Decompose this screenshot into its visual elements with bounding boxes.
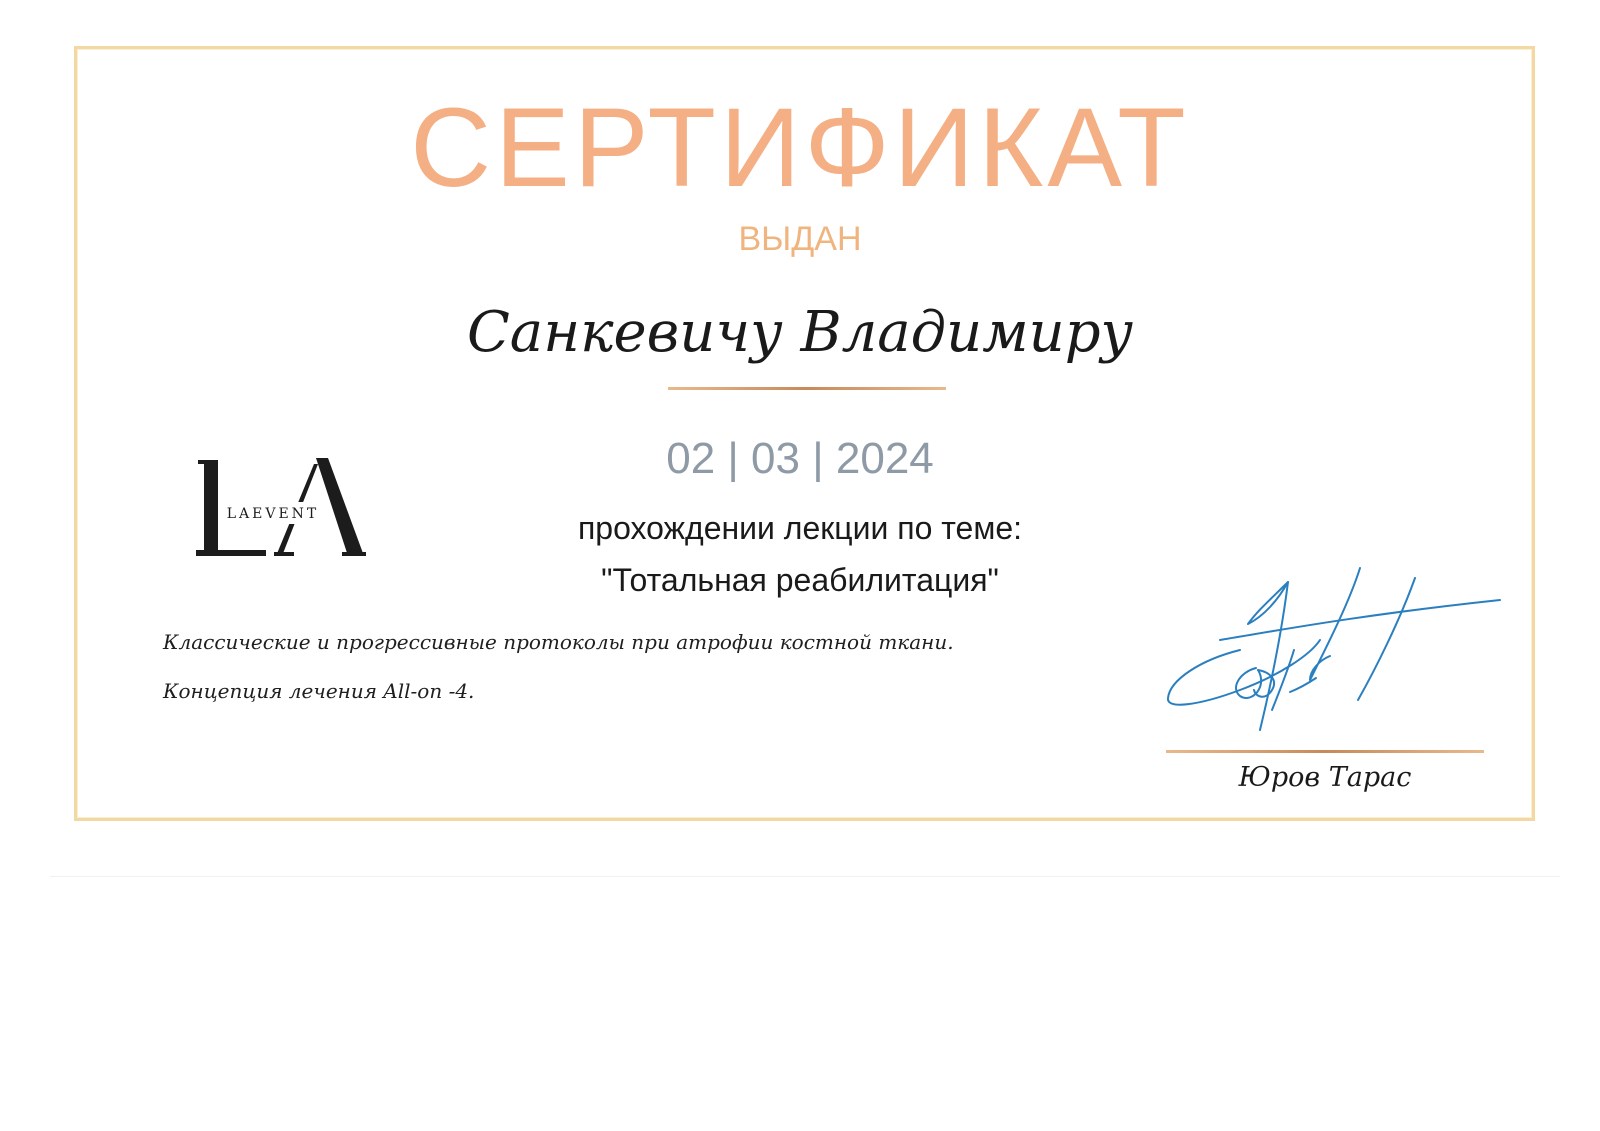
issue-date: 02 | 03 | 2024 — [666, 434, 934, 483]
recipient-underline — [668, 387, 946, 390]
issued-label: ВЫДАН — [738, 220, 862, 258]
logo-brand-text: LAEVENT — [226, 506, 320, 522]
recipient-name: Санкевичу Владимиру — [466, 300, 1134, 365]
lecture-intro: прохождении лекции по теме: — [577, 510, 1023, 546]
signature-underline — [1166, 750, 1484, 753]
handwritten-signature — [1160, 560, 1510, 760]
page-edge — [50, 876, 1560, 877]
signer-name: Юров Тарас — [1238, 762, 1412, 793]
description-line-1: Классические и прогрессивные протоколы при атрофии костной ткани. — [163, 630, 954, 654]
certificate-title: СЕРТИФИКАТ — [410, 85, 1190, 210]
description-line-2: Концепция лечения All-on -4. — [163, 679, 475, 703]
lecture-topic: "Тотальная реабилитация" — [601, 562, 999, 598]
laevent-logo — [196, 458, 366, 568]
